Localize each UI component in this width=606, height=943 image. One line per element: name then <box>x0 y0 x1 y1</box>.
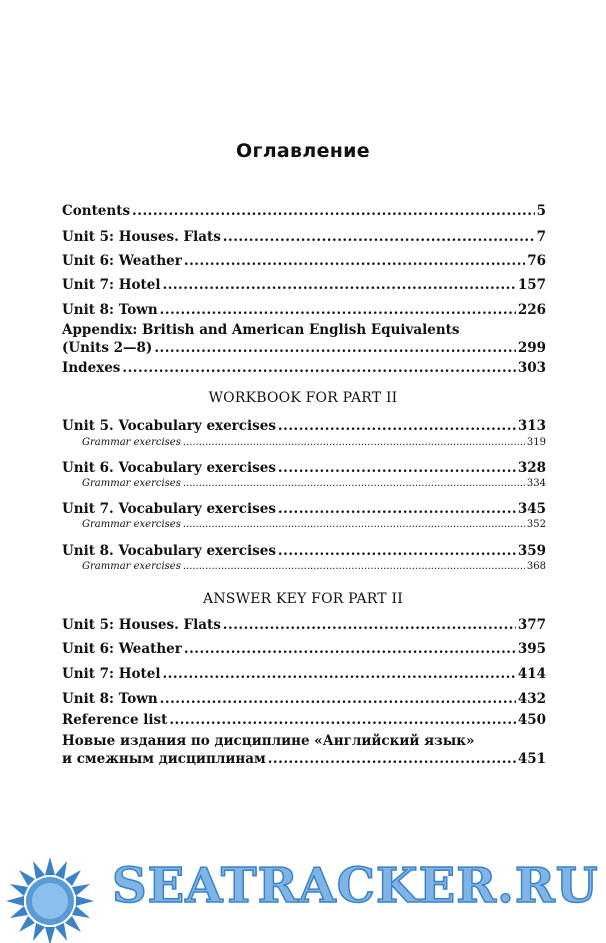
dot-leader <box>278 543 516 559</box>
dot-leader <box>183 478 525 490</box>
toc-entry[interactable] <box>62 277 546 293</box>
toc-entry-page: 359 <box>517 543 546 559</box>
dot-leader <box>160 302 516 318</box>
toc-entry[interactable] <box>62 501 546 517</box>
toc-subentry-page: 352 <box>526 519 546 530</box>
toc-entry[interactable] <box>62 641 546 657</box>
toc-subentry[interactable] <box>82 561 546 573</box>
toc-subentry-page: 319 <box>526 437 546 448</box>
toc-subentry-label: Grammar exercises <box>82 519 181 530</box>
dot-leader <box>183 561 525 573</box>
toc-entry[interactable] <box>62 691 546 707</box>
toc-entry-page: 313 <box>517 418 546 434</box>
watermark-text: SEATRACKER.RU <box>112 858 599 914</box>
toc-subentry[interactable] <box>82 478 546 490</box>
toc-entry[interactable] <box>62 666 546 682</box>
toc-entry-label-line1: Новые издания по дисциплине «Английский язык» <box>62 733 475 749</box>
toc-entry-label: Indexes <box>62 360 121 376</box>
dot-leader <box>162 666 515 682</box>
toc-entry[interactable] <box>62 751 546 767</box>
toc-entry-label-line1: Appendix: British and American English Equivalents <box>62 322 460 338</box>
section-heading-answer-key: ANSWER KEY FOR PART II <box>203 591 403 607</box>
toc-entry-label: Unit 8. Vocabulary exercises <box>62 543 276 559</box>
toc-entry[interactable] <box>62 418 546 434</box>
toc-entry-page: 432 <box>517 691 546 707</box>
toc-subentry[interactable] <box>82 437 546 449</box>
toc-entry[interactable] <box>62 229 546 245</box>
dot-leader <box>278 418 516 434</box>
dot-leader <box>278 501 516 517</box>
toc-entry-page: 7 <box>536 229 546 245</box>
dot-leader <box>183 437 525 449</box>
dot-leader <box>132 203 535 219</box>
toc-entry-label: Unit 7. Vocabulary exercises <box>62 501 276 517</box>
toc-subentry-label: Grammar exercises <box>82 437 181 448</box>
toc-entry[interactable] <box>62 460 546 476</box>
toc-entry-page: 377 <box>517 617 546 633</box>
dot-leader <box>184 253 525 269</box>
dot-leader <box>160 691 516 707</box>
toc-entry[interactable] <box>62 302 546 318</box>
toc-entry-label: Unit 5: Houses. Flats <box>62 617 221 633</box>
toc-entry-label: Unit 6. Vocabulary exercises <box>62 460 276 476</box>
toc-subentry[interactable] <box>82 519 546 531</box>
toc-entry-page: 395 <box>517 641 546 657</box>
toc-entry-page: 345 <box>517 501 546 517</box>
toc-entry-label: Unit 6: Weather <box>62 641 182 657</box>
toc-entry[interactable] <box>62 203 546 219</box>
dot-leader <box>183 519 525 531</box>
dot-leader <box>268 751 516 767</box>
dot-leader <box>184 641 516 657</box>
toc-entry-page: 226 <box>517 302 546 318</box>
dot-leader <box>154 340 515 356</box>
toc-entry-page: 414 <box>517 666 546 682</box>
toc-entry[interactable] <box>62 617 546 633</box>
toc-entry-page: 76 <box>527 253 546 269</box>
toc-entry-page: 299 <box>517 340 546 356</box>
toc-entry[interactable] <box>62 253 546 269</box>
toc-subentry-page: 368 <box>526 561 546 572</box>
toc-entry-page: 157 <box>517 277 546 293</box>
toc-subentry-page: 334 <box>526 478 546 489</box>
toc-entry-label: Unit 8: Town <box>62 691 158 707</box>
section-heading-workbook: WORKBOOK FOR PART II <box>208 390 398 406</box>
toc-subentry-label: Grammar exercises <box>82 561 181 572</box>
dot-leader <box>169 712 515 728</box>
toc-entry-page: 328 <box>517 460 546 476</box>
toc-entry-label: Reference list <box>62 712 168 728</box>
dot-leader <box>162 277 515 293</box>
dot-leader <box>122 360 515 376</box>
toc-entry[interactable] <box>62 360 546 376</box>
dot-leader <box>223 617 516 633</box>
toc-entry-page: 303 <box>517 360 546 376</box>
toc-entry-page: 451 <box>517 751 546 767</box>
toc-entry[interactable] <box>62 712 546 728</box>
toc-entry-label: Contents <box>62 203 131 219</box>
toc-entry-label: Unit 6: Weather <box>62 253 182 269</box>
page-title: Оглавление <box>236 140 370 162</box>
toc-entry-label: Unit 8: Town <box>62 302 158 318</box>
toc-entry-label: Unit 5: Houses. Flats <box>62 229 221 245</box>
dot-leader <box>223 229 535 245</box>
toc-subentry-label: Grammar exercises <box>82 478 181 489</box>
toc-entry-page: 5 <box>536 203 546 219</box>
toc-entry-label: (Units 2—8) <box>62 340 153 356</box>
toc-entry-page: 450 <box>517 712 546 728</box>
toc-entry-label: Unit 7: Hotel <box>62 666 161 682</box>
toc-entry-label: Unit 5. Vocabulary exercises <box>62 418 276 434</box>
toc-entry-label: Unit 7: Hotel <box>62 277 161 293</box>
toc-entry-label: и смежным дисциплинам <box>62 751 266 767</box>
toc-entry[interactable] <box>62 340 546 356</box>
dot-leader <box>278 460 516 476</box>
toc-entry[interactable] <box>62 543 546 559</box>
